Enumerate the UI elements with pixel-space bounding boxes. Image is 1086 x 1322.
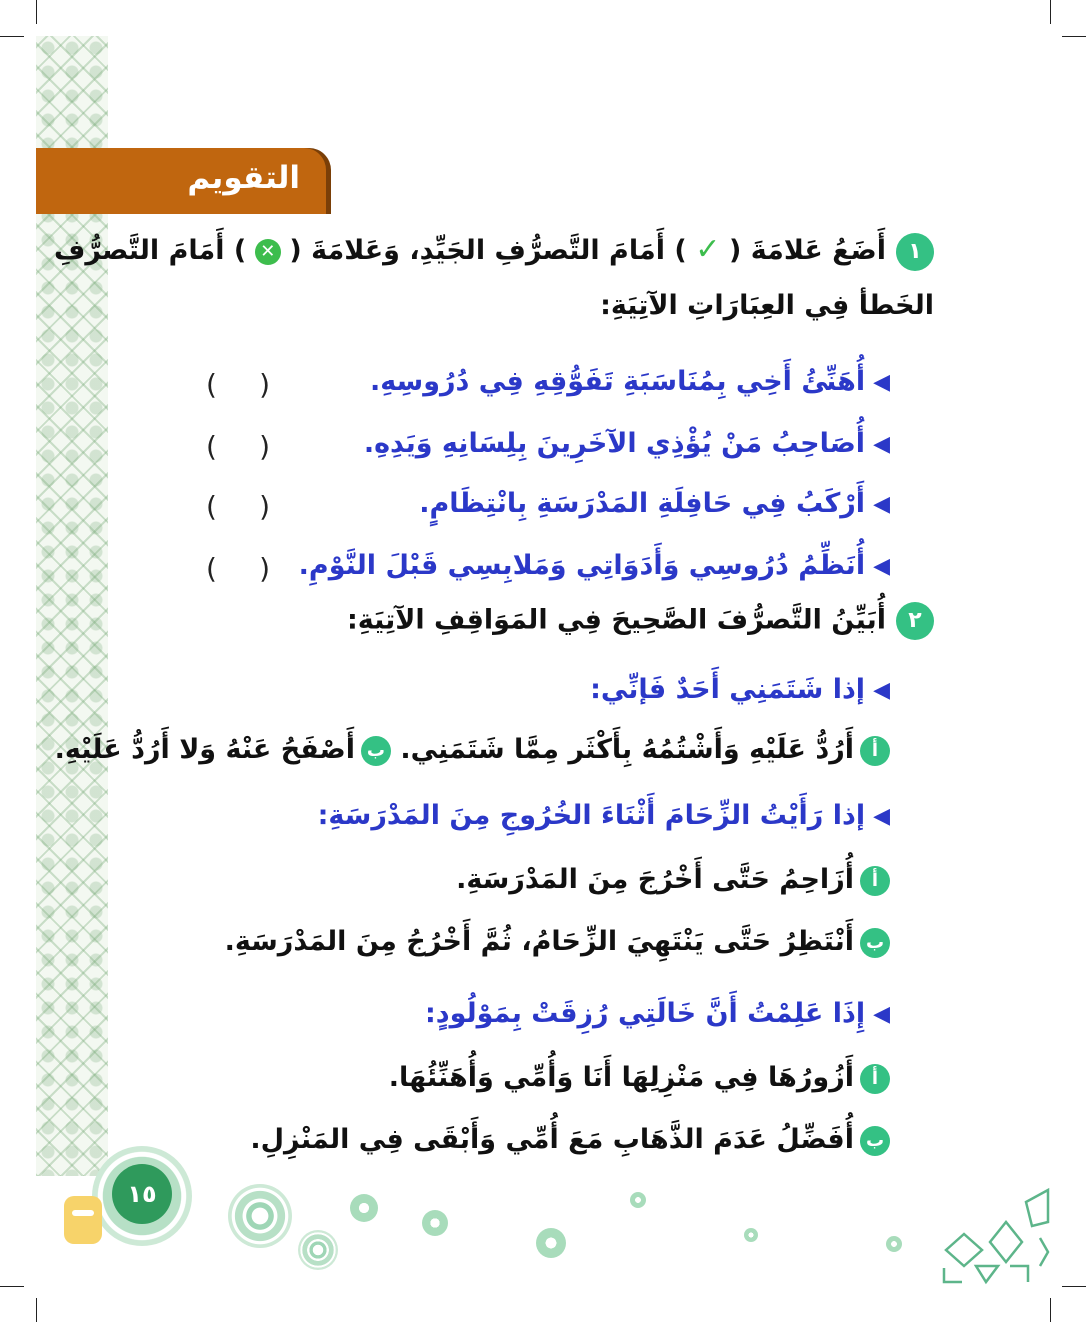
dot-ornament <box>886 1236 902 1252</box>
dot-ornament <box>536 1228 566 1258</box>
crop-mark <box>1050 1298 1051 1322</box>
triangle-bullet-icon: ◀ <box>873 370 890 395</box>
crop-mark <box>1062 1286 1086 1287</box>
section-title: التقويم <box>187 160 300 196</box>
option-b-label[interactable]: ب <box>860 928 890 958</box>
answer-box-3[interactable]: ( ) <box>206 489 270 523</box>
q2-instruction: ٢أُبَيِّنُ التَّصرُّفَ الصَّحِيحَ فِي المَوَاقِفِ الآتِيَةِ: <box>347 602 934 640</box>
option-b-label[interactable]: ب <box>860 1126 890 1156</box>
situation-2-option-a[interactable]: أأُزَاحِمُ حَتَّى أَخْرُجَ مِنَ المَدْرَسَةِ. <box>456 864 890 896</box>
q2-number: ٢ <box>896 602 934 640</box>
dot-ornament <box>422 1210 448 1236</box>
crop-mark <box>1062 36 1086 37</box>
situation-1-options <box>55 734 890 766</box>
check-icon: ✓ <box>695 232 721 267</box>
situation-2-question: ◀إذا رَأَيْتُ الزِّحَامَ أَثْنَاءَ الخُرُوجِ مِنَ المَدْرَسَةِ: <box>317 800 890 831</box>
situation-1-question: ◀إذا شَتَمَنِي أَحَدٌ فَإنِّي: <box>590 674 890 705</box>
option-a-label[interactable]: أ <box>860 736 890 766</box>
triangle-bullet-icon: ◀ <box>873 554 890 579</box>
answer-box-2[interactable]: ( ) <box>206 429 270 463</box>
situation-1-option-a[interactable]: أَرُدُّ عَلَيْهِ وَأَشْتُمُهُ بِأَكْثَر مِمَّا شَتَمَنِي. <box>400 734 854 765</box>
situation-3-option-a[interactable]: أأَزُورُهَا فِي مَنْزِلِهَا أَنَا وَأُمِّي وَأُهَنِّئُهَا. <box>389 1062 890 1094</box>
crop-mark <box>36 0 37 24</box>
dot-ornament <box>744 1228 758 1242</box>
rosette-ornament <box>228 1184 292 1248</box>
crop-mark <box>36 1298 37 1322</box>
situation-3-question: ◀إِذَا عَلِمْتُ أَنَّ خَالَتِي رُزِقَتْ بِمَوْلُودٍ: <box>424 998 890 1029</box>
statement-1: ◀أُهَنِّئُ أَخِي بِمُنَاسَبَةِ تَفَوُّقِهِ فِي دُرُوسِهِ. <box>370 366 890 397</box>
cross-icon: ✕ <box>255 239 281 265</box>
crop-mark <box>0 36 24 37</box>
triangle-bullet-icon: ◀ <box>873 1002 890 1027</box>
crop-mark <box>1050 0 1051 24</box>
page-number: ١٥ <box>112 1164 172 1224</box>
option-a-label[interactable]: أ <box>860 1064 890 1094</box>
q1-instruction: ١أَضَعُ عَلامَةَ ( ✓ ) أَمَامَ التَّصرُّفِ الجَيِّدِ، وَعَلامَةَ ( ✕ ) أَمَامَ التَّصرُّفِ <box>54 232 934 271</box>
triangle-bullet-icon: ◀ <box>873 492 890 517</box>
rosette-ornament <box>298 1230 338 1270</box>
crop-mark <box>0 1286 24 1287</box>
option-b-label[interactable]: ب <box>361 736 391 766</box>
statement-3: ◀أَرْكَبُ فِي حَافِلَةِ المَدْرَسَةِ بِانْتِظَامٍ. <box>419 488 890 519</box>
triangle-bullet-icon: ◀ <box>873 804 890 829</box>
option-a-label[interactable]: أ <box>860 866 890 896</box>
situation-3-option-b[interactable]: بأُفَضِّلُ عَدَمَ الذَّهَابِ مَعَ أُمِّي وَأَبْقَى فِي المَنْزِلِ. <box>250 1124 890 1156</box>
triangle-bullet-icon: ◀ <box>873 678 890 703</box>
section-banner <box>36 148 326 214</box>
answer-box-1[interactable]: ( ) <box>206 367 270 401</box>
statement-4: ◀أُنَظِّمُ دُرُوسِي وَأَدَوَاتِي وَمَلابِسِي قَبْلَ النَّوْمِ. <box>298 550 890 581</box>
situation-2-option-b[interactable]: بأَنْتَظِرُ حَتَّى يَنْتَهِيَ الزِّحَامُ، ثُمَّ أَخْرُجُ مِنَ المَدْرَسَةِ. <box>225 926 890 958</box>
triangle-bullet-icon: ◀ <box>873 432 890 457</box>
dot-ornament <box>630 1192 646 1208</box>
q1-instruction-line2: الخَطأ فِي العِبَارَاتِ الآتِيَةِ: <box>600 290 934 321</box>
situation-1-option-b[interactable]: أَصْفَحُ عَنْهُ وَلا أَرُدُّ عَلَيْهِ. <box>54 734 355 765</box>
statement-2: ◀أُصَاحِبُ مَنْ يُؤْذِي الآخَرِينَ بِلِسَانِهِ وَيَدِهِ. <box>363 428 890 459</box>
q1-number: ١ <box>896 233 934 271</box>
geometric-ornament <box>936 1182 1052 1286</box>
answer-box-4[interactable]: ( ) <box>206 551 270 585</box>
dot-ornament <box>350 1194 378 1222</box>
publisher-logo-icon <box>64 1196 102 1244</box>
